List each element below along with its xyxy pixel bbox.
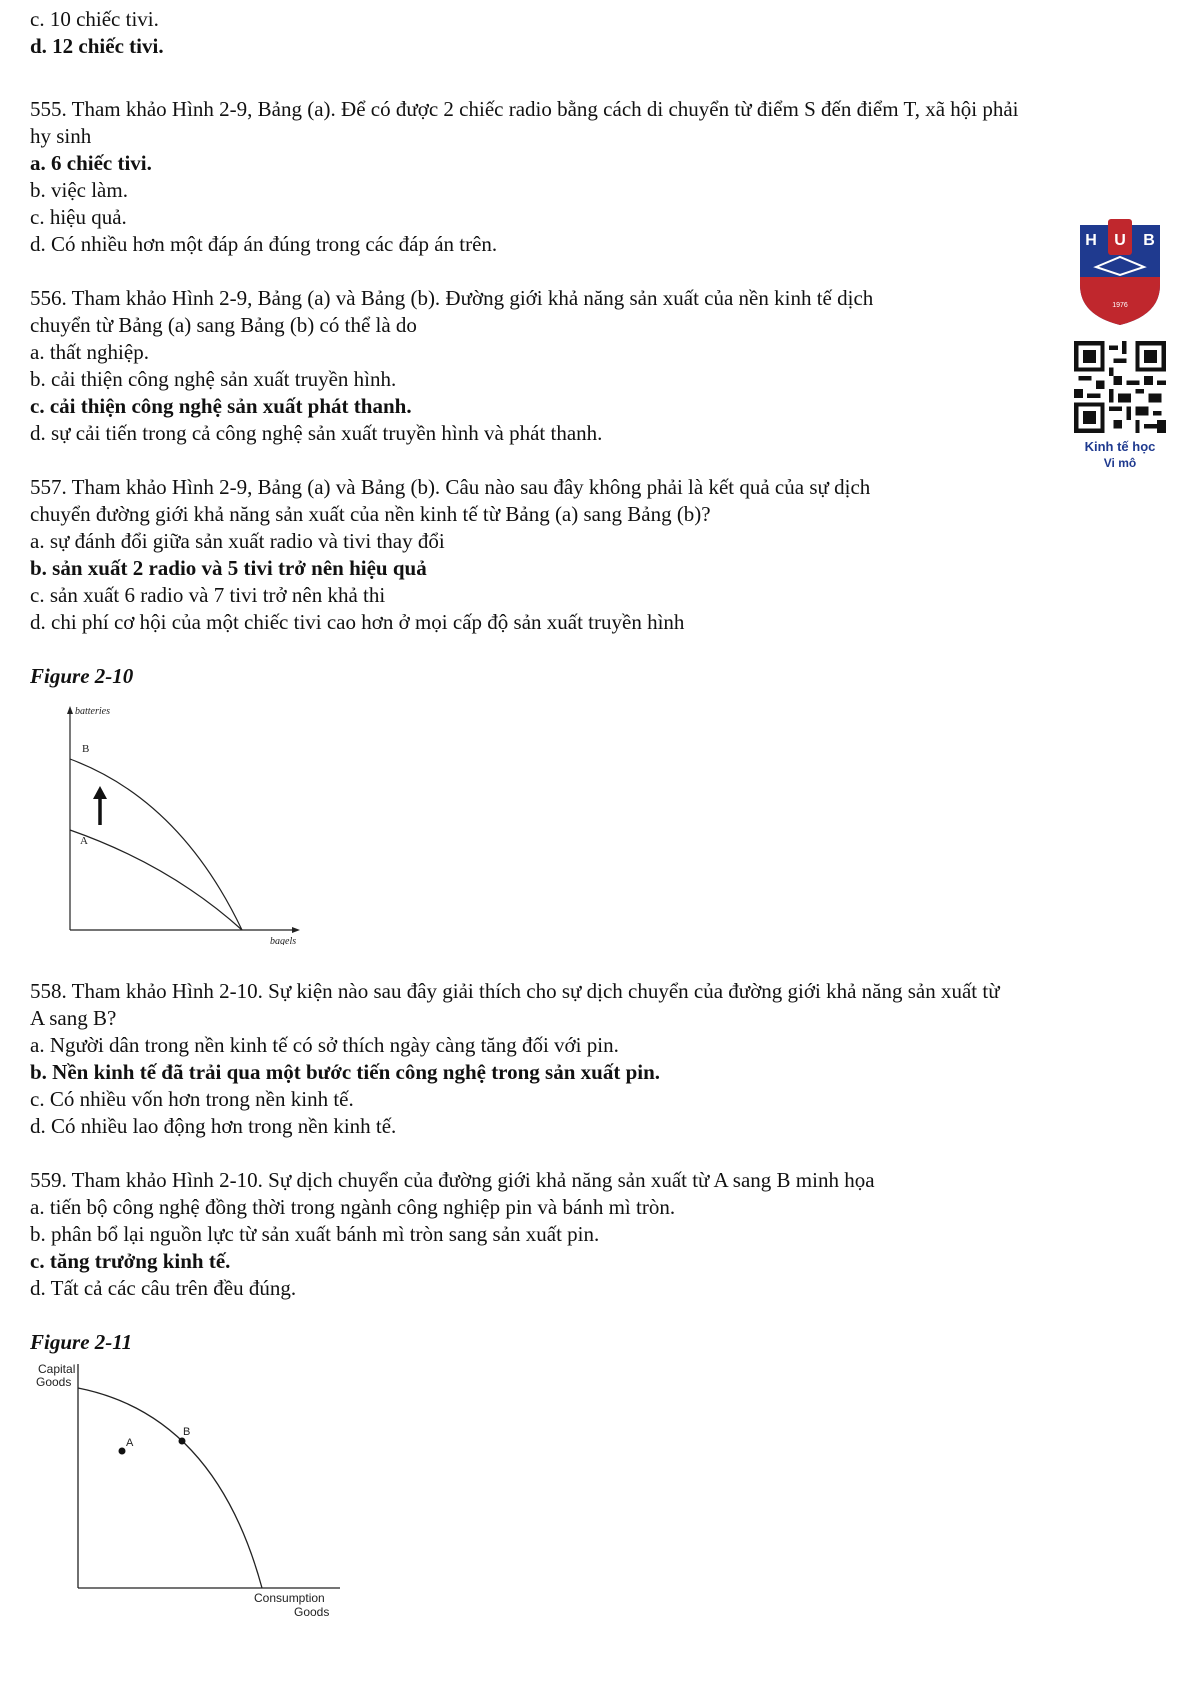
point-a [119, 1448, 126, 1455]
y-axis-arrowhead [67, 706, 73, 714]
document-page-lower [30, 978, 1180, 1356]
point-a-label: A [126, 1437, 134, 1449]
document-page [30, 0, 1180, 690]
y-axis-label-line2: Goods [36, 1375, 72, 1389]
question-558-option-c: c. Có nhiều vốn hơn trong nền kinh tế. [30, 1087, 354, 1111]
question-559-option-b: b. phân bổ lại nguồn lực từ sản xuất bánh mì tròn sang sản xuất pin. [30, 1222, 600, 1246]
x-axis-arrowhead [292, 927, 300, 933]
question-557-option-d: d. chi phí cơ hội của một chiếc tivi cao hơn ở mọi cấp độ sản xuất truyền hình [30, 610, 685, 634]
question-556-stem-cont: chuyển từ Bảng (a) sang Bảng (b) có thể là do [30, 313, 417, 337]
question-557-stem: 557. Tham khảo Hình 2-9, Bảng (a) và Bảng (b). Câu nào sau đây không phải là kết quả của sự dịch [30, 475, 871, 499]
logo-letter-b: B [1143, 232, 1155, 249]
logo-year: 1976 [1112, 302, 1128, 309]
curve-a-label: A [80, 835, 88, 847]
y-axis-label-line1: Capital [38, 1362, 76, 1376]
up-arrow-icon [93, 786, 107, 825]
hub-logo-block [1070, 215, 1170, 470]
question-555-option-c: c. hiệu quả. [30, 205, 127, 229]
question-557-option-b: b. sản xuất 2 radio và 5 tivi trở nên hiệu quả [30, 556, 427, 580]
logo-letter-u: U [1114, 232, 1126, 249]
logo-caption-subtitle: Vi mô [1103, 456, 1137, 470]
ppf-curve-a [70, 830, 242, 930]
curve-b-label: B [82, 743, 90, 755]
question-559-option-d: d. Tất cả các câu trên đều đúng. [30, 1276, 297, 1300]
x-axis-label-line1: Consumption [254, 1591, 325, 1605]
y-axis-label: batteries [75, 706, 110, 717]
point-b [179, 1438, 186, 1445]
question-557-option-c: c. sản xuất 6 radio và 7 tivi trở nên khả thi [30, 583, 386, 607]
question-558-option-d: d. Có nhiều lao động hơn trong nền kinh tế. [30, 1114, 397, 1138]
question-556-option-a: a. thất nghiệp. [30, 340, 149, 364]
question-558-option-b: b. Nền kinh tế đã trải qua một bước tiến công nghệ trong sản xuất pin. [30, 1060, 661, 1084]
question-559-option-a: a. tiến bộ công nghệ đồng thời trong ngành công nghiệp pin và bánh mì tròn. [30, 1195, 676, 1219]
question-557-option-a: a. sự đánh đổi giữa sản xuất radio và tivi thay đổi [30, 529, 445, 553]
answer-option-c: c. 10 chiếc tivi. [30, 7, 159, 31]
question-555-stem: 555. Tham khảo Hình 2-9, Bảng (a). Để có được 2 chiếc radio bằng cách di chuyển từ điểm S đến điểm T, xã hội phải [30, 97, 1019, 121]
figure-2-10 [60, 700, 310, 950]
question-558-option-a: a. Người dân trong nền kinh tế có sở thích ngày càng tăng đối với pin. [30, 1033, 619, 1057]
question-556-stem: 556. Tham khảo Hình 2-9, Bảng (a) và Bảng (b). Đường giới khả năng sản xuất của nền kinh tế dịch [30, 286, 874, 310]
question-555-option-a: a. 6 chiếc tivi. [30, 151, 152, 175]
question-556-option-b: b. cải thiện công nghệ sản xuất truyền hình. [30, 367, 397, 391]
question-556-option-d: d. sự cải tiến trong cả công nghệ sản xuất truyền hình và phát thanh. [30, 421, 603, 445]
question-556-option-c: c. cải thiện công nghệ sản xuất phát thanh. [30, 394, 412, 418]
x-axis-label: bagels [270, 936, 297, 945]
question-555-option-b: b. việc làm. [30, 178, 128, 202]
question-555-option-d: d. Có nhiều hơn một đáp án đúng trong các đáp án trên. [30, 232, 498, 256]
figure-2-11-title: Figure 2-11 [30, 1330, 133, 1354]
logo-letter-h: H [1085, 232, 1097, 249]
ppf-curve [78, 1388, 262, 1588]
point-b-label: B [183, 1426, 191, 1438]
hub-shield-logo [1076, 215, 1164, 327]
question-559-stem: 559. Tham khảo Hình 2-10. Sự dịch chuyển của đường giới khả năng sản xuất từ A sang B minh họa [30, 1168, 875, 1192]
question-559-option-c: c. tăng trưởng kinh tế. [30, 1249, 231, 1273]
question-557-stem-cont: chuyển đường giới khả năng sản xuất của nền kinh tế từ Bảng (a) sang Bảng (b)? [30, 502, 711, 526]
figure-2-11 [30, 1360, 350, 1625]
question-555-stem-cont: hy sinh [30, 124, 92, 148]
ppf-curve-b [70, 759, 242, 930]
question-558-stem-cont: A sang B? [30, 1006, 117, 1030]
qr-code-icon [1074, 341, 1166, 433]
figure-2-10-title: Figure 2-10 [30, 664, 134, 688]
question-558-stem: 558. Tham khảo Hình 2-10. Sự kiện nào sau đây giải thích cho sự dịch chuyển của đường giới khả năng sản xuất từ [30, 979, 1000, 1003]
logo-caption-title: Kinh tế học [1084, 439, 1156, 454]
answer-option-d: d. 12 chiếc tivi. [30, 34, 164, 58]
x-axis-label-line2: Goods [294, 1605, 330, 1619]
